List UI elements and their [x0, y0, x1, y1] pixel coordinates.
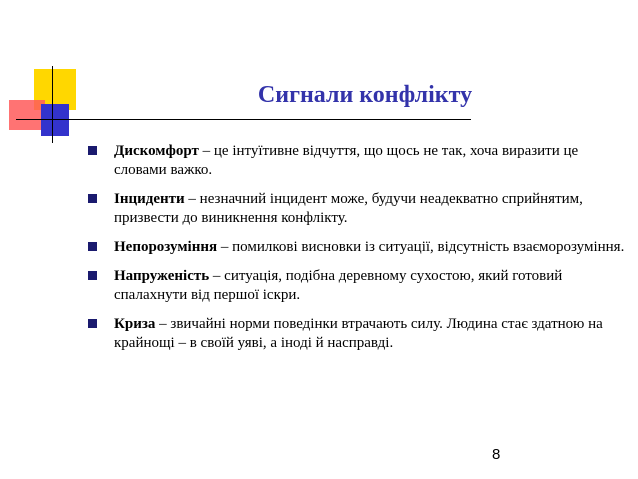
list-item-text: – помилкові висновки із ситуації, відсутність взаєморозуміння. [217, 239, 625, 255]
list-item-term: Напруженість [114, 268, 210, 284]
square-bullet-icon [88, 146, 97, 155]
slide-title: Сигнали конфлікту [257, 82, 473, 108]
square-bullet-icon [88, 271, 97, 280]
list-item-text: – це інтуїтивне відчуття, що щось не так, хоча виразити це словами важко. [114, 143, 579, 178]
list-item [88, 190, 628, 228]
square-bullet-icon [88, 242, 97, 251]
list-item-text: – незначний інцидент може, будучи неадекватно сприйнятим, призвести до виникнення конфлікту. [114, 191, 583, 226]
list-item-term: Криза [114, 316, 156, 332]
list-item-term: Інциденти [114, 191, 185, 207]
list-item-term: Дискомфорт [114, 143, 199, 159]
list-item-term: Непорозуміння [114, 239, 218, 255]
square-bullet-icon [88, 194, 97, 203]
list-item [88, 267, 628, 305]
list-item [88, 238, 628, 257]
list-item-text: – ситуація, подібна деревному сухостою, який готовий спалахнути від першої іскри. [114, 268, 563, 303]
decor-horizontal-line [16, 119, 471, 120]
list-item [88, 315, 628, 353]
square-bullet-icon [88, 319, 97, 328]
list-item [88, 142, 628, 180]
list-item-text: – звичайні норми поведінки втрачають силу. Людина стає здатною на крайнощі – в своїй уяві, а іноді й насправді. [114, 316, 603, 351]
bullet-list [88, 142, 628, 363]
page-number: 8 [492, 446, 501, 463]
